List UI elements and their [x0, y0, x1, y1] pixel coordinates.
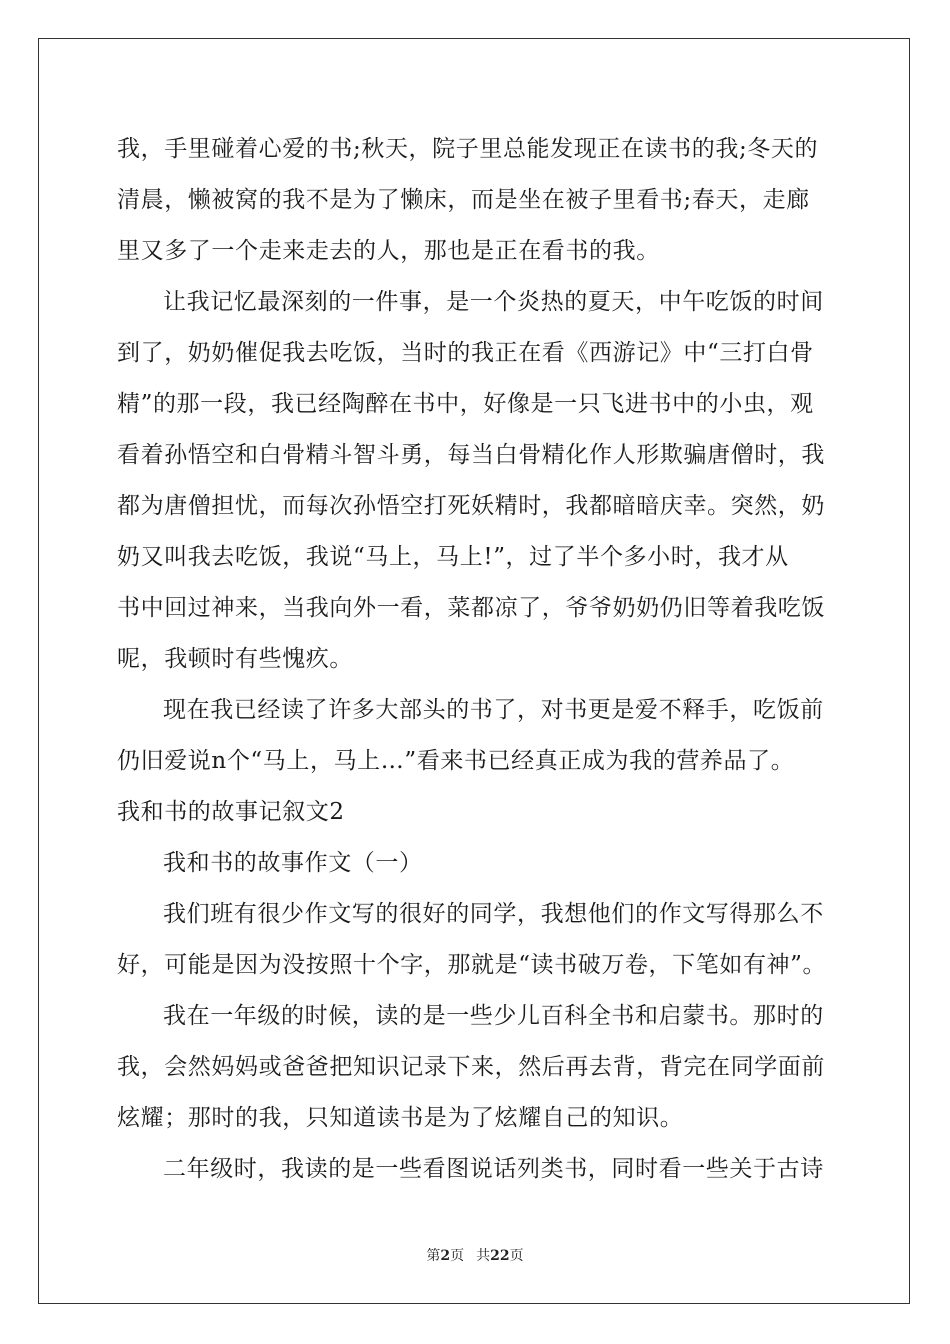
total-pages-suffix: 页 [509, 1248, 524, 1264]
text-line: 奶又叫我去吃饭，我说“马上，马上!”，过了半个多小时，我才从 [117, 544, 789, 570]
text-line: 让我记忆最深刻的一件事，是一个炎热的夏天，中午吃饭的时间 [163, 289, 824, 315]
text-line: 精”的那一段，我已经陶醉在书中，好像是一只飞进书中的小虫，观 [117, 391, 814, 417]
text-line: 现在我已经读了许多大部头的书了，对书更是爱不释手，吃饭前 [163, 697, 824, 723]
page-footer [0, 1245, 950, 1265]
section-heading: 我和书的故事记叙文2 [117, 799, 345, 825]
document-body [117, 124, 837, 1195]
text-line: 我，手里碰着心爱的书;秋天，院子里总能发现正在读书的我;冬天的 [117, 136, 819, 162]
text-line: 我们班有很少作文写的很好的同学，我想他们的作文写得那么不 [163, 901, 824, 927]
current-page-number: 2 [440, 1248, 451, 1264]
text-line: 炫耀；那时的我，只知道读书是为了炫耀自己的知识。 [117, 1105, 684, 1131]
text-line: 都为唐僧担忧，而每次孙悟空打死妖精时，我都暗暗庆幸。突然，奶 [117, 493, 825, 519]
text-line: 二年级时，我读的是一些看图说话列类书，同时看一些关于古诗 [163, 1156, 824, 1182]
text-line: 我，会然妈妈或爸爸把知识记录下来，然后再去背，背完在同学面前 [117, 1054, 825, 1080]
text-line: 呢，我顿时有些愧疚。 [117, 646, 353, 672]
text-line: 清晨，懒被窝的我不是为了懒床，而是坐在被子里看书;春天，走廊 [117, 187, 810, 213]
text-line: 我在一年级的时候，读的是一些少儿百科全书和启蒙书。那时的 [163, 1003, 824, 1029]
page-number-prefix: 第 [426, 1248, 441, 1264]
sub-heading: 我和书的故事作文（一） [163, 850, 423, 876]
text-line: 看着孙悟空和白骨精斗智斗勇，每当白骨精化作人形欺骗唐僧时，我 [117, 442, 825, 468]
page-number-suffix: 页 [450, 1248, 465, 1264]
text-line: 里又多了一个走来走去的人，那也是正在看书的我。 [117, 238, 660, 264]
total-pages-number: 22 [490, 1248, 510, 1264]
text-line: 仍旧爱说n个“马上，马上…”看来书已经真正成为我的营养品了。 [117, 748, 795, 774]
total-pages-prefix: 共 [476, 1248, 491, 1264]
text-line: 好，可能是因为没按照十个字，那就是“读书破万卷，下笔如有神”。 [117, 952, 827, 978]
text-line: 到了，奶奶催促我去吃饭，当时的我正在看《西游记》中“三打白骨 [117, 340, 814, 366]
text-line: 书中回过神来，当我向外一看，菜都凉了，爷爷奶奶仍旧等着我吃饭 [117, 595, 825, 621]
